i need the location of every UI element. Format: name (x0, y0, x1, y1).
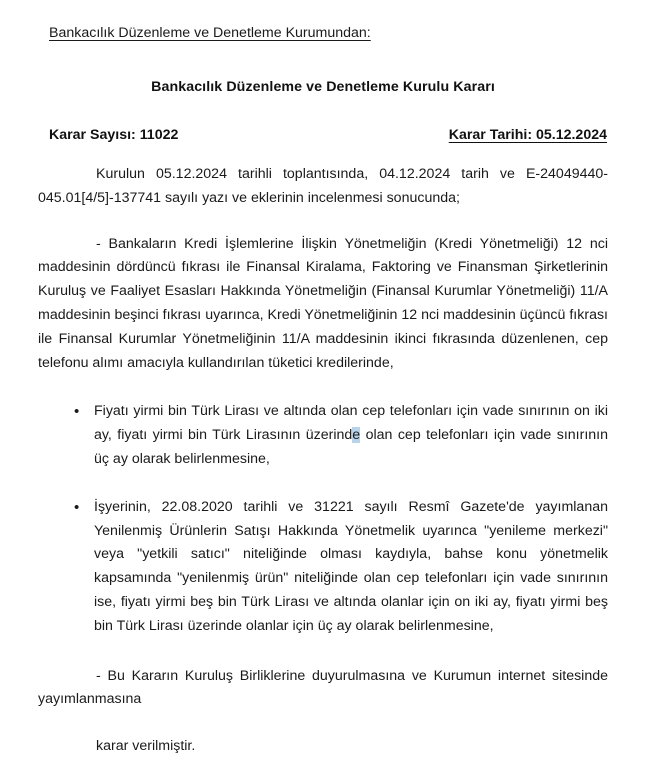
bullet-text-after-caret: olan cep telefonları için vade sınırının üç ay olarak belirlenmesine, (94, 427, 608, 467)
paragraph-bankalarin: - Bankaların Kredi İşlemlerine İlişkin Yönetmeliğin (Kredi Yönetmeliği) 12 nci maddesinin dördüncü fıkrası ile Finansal Kiralama, Faktoring ve Finansman Şirketlerinin Kuruluş ve Faaliyet Esasları Hakkında Yönetmeliğin (Finansal Kurumlar Yönetmeliği) 11/A maddesinin beşinci fıkrası uyarınca, Kredi Yönetmeliğinin 12 nci maddesinin üçüncü fıkrası ile Finansal Kurumlar Yönetmeliğinin 11/A maddesinin ikinci fıkrasında düzenlenen, cep telefonu alımı amacıyla kullandırılan tüketici kredilerinde, (38, 235, 608, 371)
document-body (38, 0, 608, 759)
decision-date: Karar Tarihi: 05.12.2024 (448, 127, 607, 143)
bullet-point-icon: • (74, 403, 80, 421)
paragraph-karar-verilmistir: karar verilmiştir. (96, 738, 196, 755)
bullet-text: İşyerinin, 22.08.2020 tarihli ve 31221 sayılı Resmî Gazete'de yayımlanan Yenilenmiş Ürünlerin Satışı Hakkında Yönetmelik uyarınca "yenileme merkezi" veya "yetkili satıcı" niteliğinde olması kaydıyla, bahse konu yönetmelik kapsamında "yenilenmiş ürün" niteliğinde olan cep telefonları için vade sınırının ise, fiyatı yirmi beş bin Türk Lirası ve altında olanlar için on iki ay, fiyatı yirmi beş bin Türk Lirası üzerinde olanlar için üç ay olarak belirlenmesine, (94, 498, 608, 634)
decision-number: Karar Sayısı: 11022 (49, 127, 179, 143)
bullet-text-before-caret: Fiyatı yirmi bin Türk Lirası ve altında olan cep telefonları için vade sınırının on iki ay, fiyatı yirmi bin Türk Lirasının üzerind (94, 403, 608, 444)
decision-bullet-list (38, 400, 608, 638)
decision-meta-row (38, 127, 608, 143)
paragraph-bu-kararin: - Bu Kararın Kuruluş Birliklerine duyurulmasına ve Kurumun internet sitesinde yayımlanmasına (38, 667, 608, 708)
list-item (38, 400, 608, 471)
text-caret-selection[interactable]: e (352, 427, 361, 444)
document-title: Bankacılık Düzenleme ve Denetleme Kurulu Kararı (151, 79, 495, 95)
bullet-point-icon: • (74, 498, 80, 516)
issuer-line-text: Bankacılık Düzenleme ve Denetleme Kurumundan: (49, 25, 371, 41)
paragraph-kurulun: Kurulun 05.12.2024 tarihli toplantısında, 04.12.2024 tarih ve E-24049440-045.01[4/5]-137741 sayılı yazı ve eklerinin incelenmesi sonucunda; (38, 166, 608, 206)
issuer-line (38, 0, 608, 43)
list-item (38, 496, 608, 639)
